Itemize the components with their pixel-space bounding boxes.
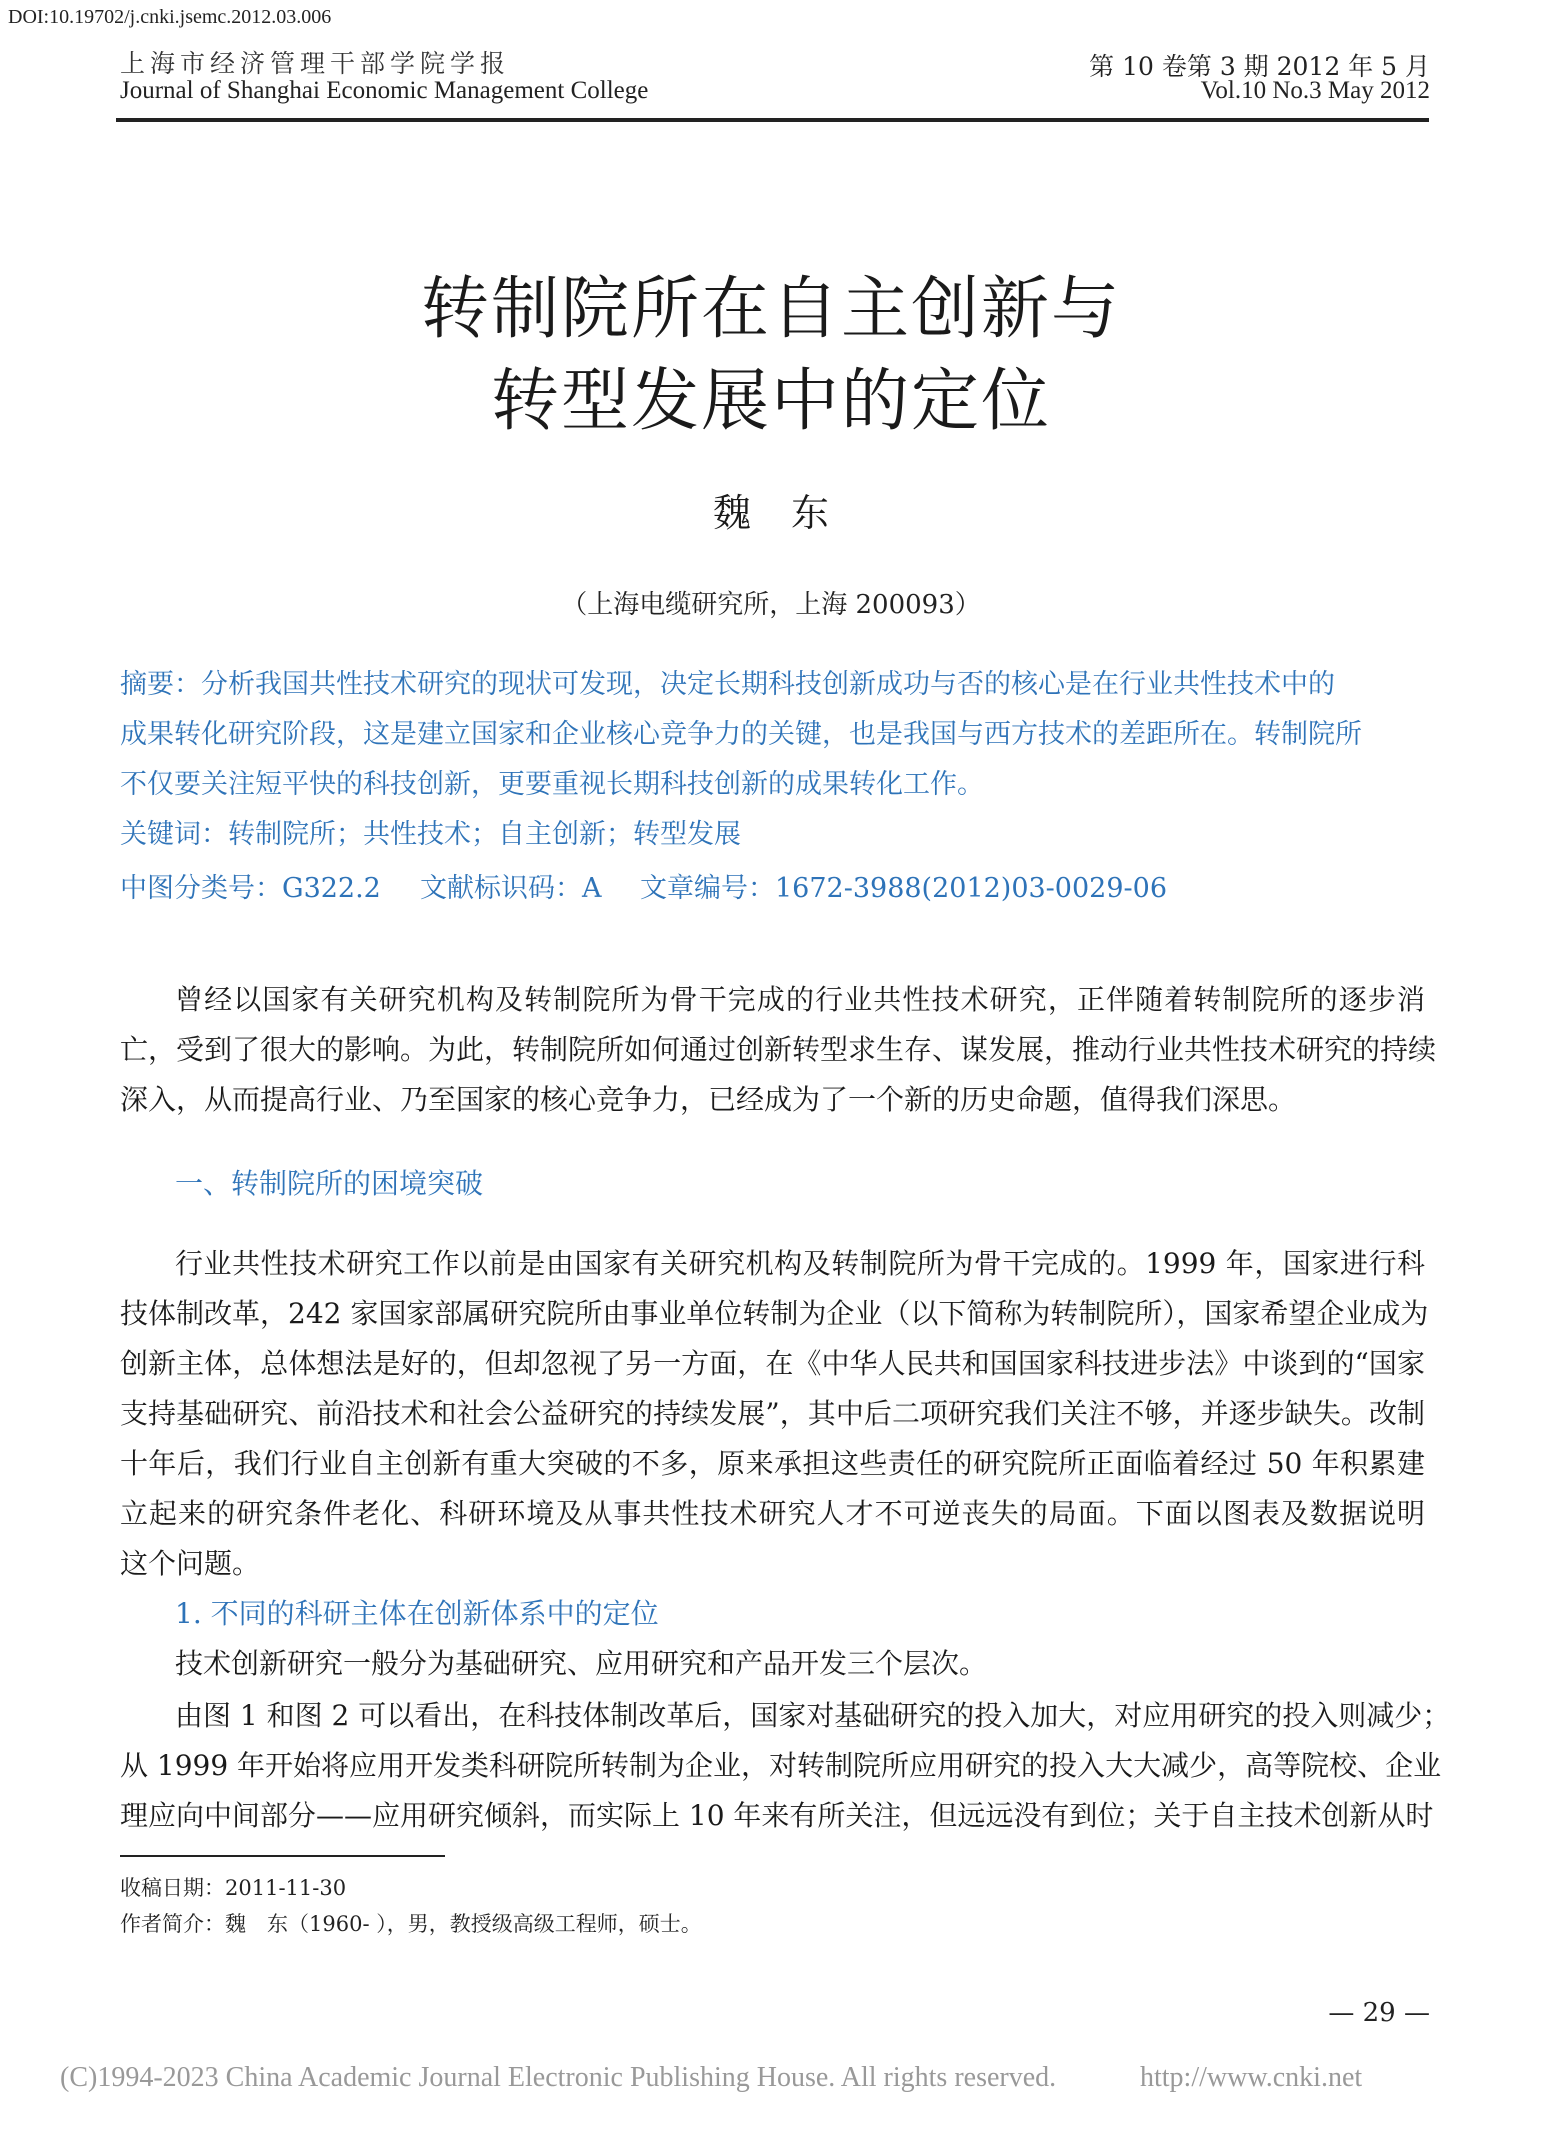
article-title-line-1: 转制院所在自主创新与 [420, 270, 1121, 349]
journal-name-cn: 上海市经济管理干部学院学报 [120, 49, 511, 78]
volume-issue-en: Vol.10 No.3 May 2012 [1200, 77, 1430, 104]
author-bio: 作者简介：魏 东（1960- ），男，教授级高级工程师，硕士。 [120, 1912, 702, 1936]
subsection-heading: 1. 不同的科研主体在创新体系中的定位 [175, 1597, 659, 1630]
page-number: — 29 — [1328, 1998, 1430, 2028]
abstract-line: 摘要：分析我国共性技术研究的现状可发现，决定长期科技创新成功与否的核心是在行业共性技术中的 [120, 669, 1335, 700]
body-line: 曾经以国家有关研究机构及转制院所为骨干完成的行业共性技术研究，正伴随着转制院所的逐步消 [175, 983, 1425, 1016]
body-line: 十年后，我们行业自主创新有重大突破的不多，原来承担这些责任的研究院所正面临着经过 50 年积累建 [120, 1447, 1425, 1480]
article-title-line-2: 转型发展中的定位 [490, 362, 1051, 441]
body-line: 技体制改革，242 家国家部属研究院所由事业单位转制为企业（以下简称为转制院所），国家希望企业成为 [120, 1297, 1429, 1330]
cnki-url: http://www.cnki.net [1140, 2062, 1363, 2093]
document-code: 文献标识码：A [420, 873, 602, 904]
author-affiliation: （上海电缆研究所，上海 200093） [561, 590, 981, 620]
body-line: 亡，受到了很大的影响。为此，转制院所如何通过创新转型求生存、谋发展，推动行业共性技术研究的持续 [120, 1033, 1437, 1066]
body-line: 支持基础研究、前沿技术和社会公益研究的持续发展”，其中后二项研究我们关注不够，并逐步缺失。改制 [120, 1397, 1425, 1430]
body-line: 深入，从而提高行业、乃至国家的核心竞争力，已经成为了一个新的历史命题，值得我们深思。 [120, 1083, 1297, 1116]
volume-issue-cn: 第 10 卷第 3 期 2012 年 5 月 [1089, 52, 1430, 81]
body-line: 由图 1 和图 2 可以看出，在科技体制改革后，国家对基础研究的投入加大，对应用研究的投入则减少； [175, 1699, 1451, 1732]
body-line: 这个问题。 [120, 1547, 261, 1580]
footnote-rule [120, 1855, 445, 1857]
copyright-watermark: (C)1994-2023 China Academic Journal Electronic Publishing House. All rights reserved. [60, 2062, 1057, 2093]
author-name: 魏东 [712, 491, 869, 535]
received-date: 收稿日期：2011-11-30 [120, 1876, 347, 1900]
abstract-line: 不仅要关注短平快的科技创新，更要重视长期科技创新的成果转化工作。 [120, 769, 984, 800]
body-line: 立起来的研究条件老化、科研环境及从事共性技术研究人才不可逆丧失的局面。下面以图表及数据说明 [120, 1497, 1425, 1530]
doi-text: DOI:10.19702/j.cnki.jsemc.2012.03.006 [8, 6, 332, 28]
classification-number: 中图分类号：G322.2 [120, 873, 381, 904]
journal-name-en: Journal of Shanghai Economic Management College [120, 77, 649, 104]
body-line: 行业共性技术研究工作以前是由国家有关研究机构及转制院所为骨干完成的。1999 年，国家进行科 [175, 1247, 1425, 1280]
body-line: 创新主体，总体想法是好的，但却忽视了另一方面，在《中华人民共和国国家科技进步法》中谈到的“国家 [120, 1347, 1425, 1380]
body-line: 技术创新研究一般分为基础研究、应用研究和产品开发三个层次。 [175, 1647, 988, 1680]
body-line: 理应向中间部分——应用研究倾斜，而实际上 10 年来有所关注，但远远没有到位；关于自主技术创新从时 [120, 1799, 1434, 1832]
section-heading: 一、转制院所的困境突破 [175, 1167, 484, 1200]
abstract-line: 成果转化研究阶段，这是建立国家和企业核心竞争力的关键，也是我国与西方技术的差距所在。转制院所 [120, 719, 1362, 750]
article-number: 文章编号：1672-3988(2012)03-0029-06 [640, 873, 1168, 904]
body-line: 从 1999 年开始将应用开发类科研院所转制为企业，对转制院所应用研究的投入大大减少，高等院校、企业 [120, 1749, 1442, 1782]
keywords: 关键词：转制院所；共性技术；自主创新；转型发展 [120, 819, 741, 850]
header-rule [116, 118, 1429, 122]
